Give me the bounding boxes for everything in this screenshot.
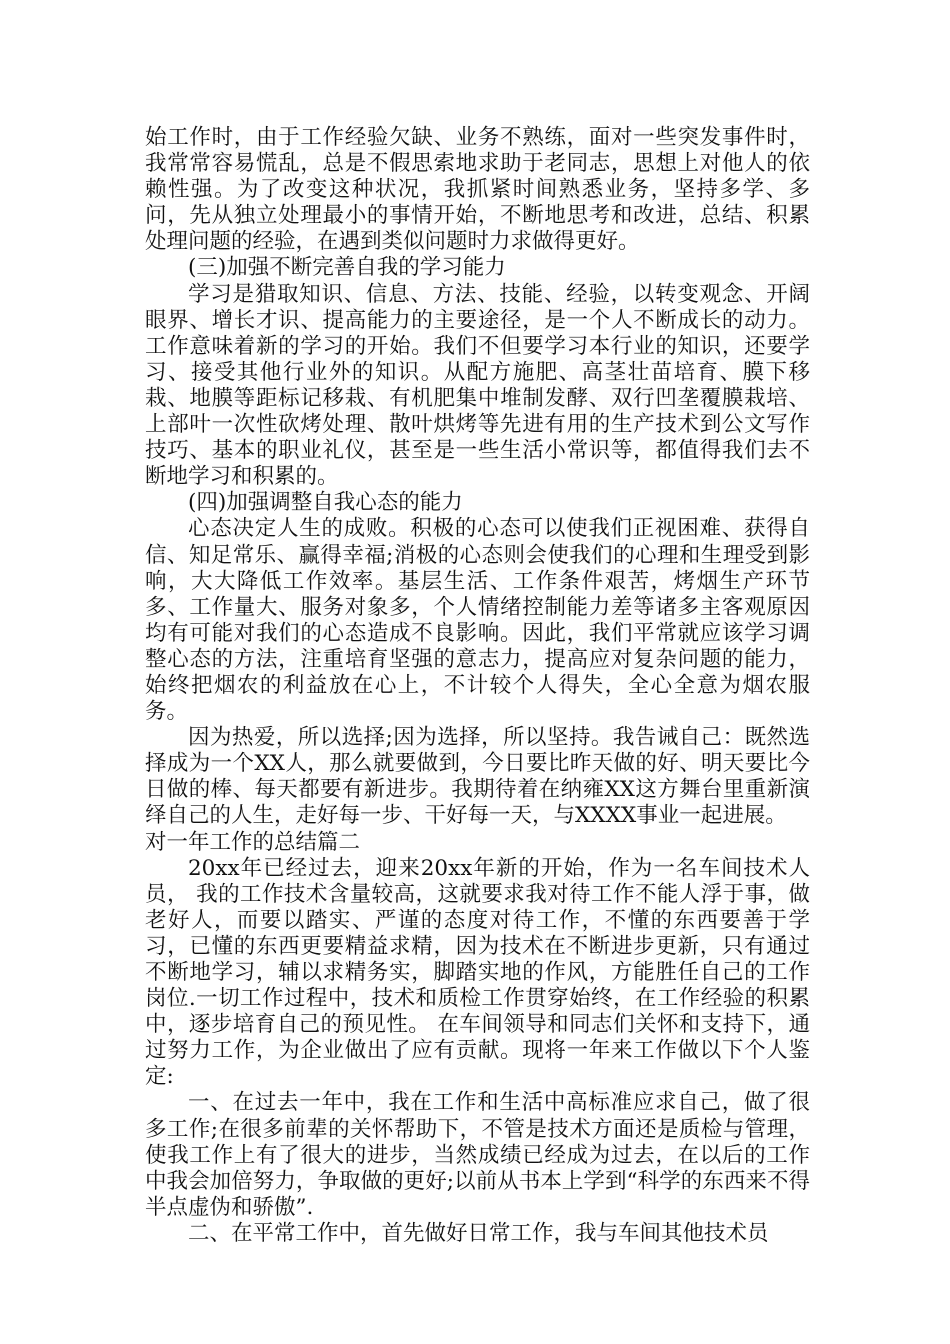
paragraph: 二、在平常工作中，首先做好日常工作，我与车间其他技术员 — [188, 1220, 769, 1246]
paragraph: (四)加强调整自我心态的能力 — [188, 490, 463, 516]
paragraph: 20xx年已经过去，迎来20xx年新的开始，作为一名车间技术人员， 我的工作技术含量较高，这就要求我对待工作不能人浮于事，做老好人，而要以踏实、严谨的态度对待工作，不懂的东西要善于学习，已懂的东西更要精益求精，因为技术在不断进步更新，只有通过不断地学习，辅以求精务实，脚踏实地的作风，方能胜任自己的工作岗位.一切工作过程中，技术和质检工作贯穿始终，在工作经验的积累中，逐步培育自己的预见性。 在车间领导和同志们关怀和支持下，通过努力工作，为企业做出了应有贡献。现将一年来工作做以下个人鉴定: — [145, 855, 810, 1090]
document-body — [145, 125, 810, 1247]
paragraph: 心态决定人生的成败。积极的心态可以使我们正视困难、获得自信、知足常乐、赢得幸福;消极的心态则会使我们的心理和生理受到影响，大大降低工作效率。基层生活、工作条件艰苦，烤烟生产环节多、工作量大、服务对象多，个人情绪控制能力差等诸多主客观原因均有可能对我们的心态造成不良影响。因此，我们平常就应该学习调整心态的方法，注重培育坚强的意志力，提高应对复杂问题的能力，始终把烟农的利益放在心上，不计较个人得失，全心全意为烟农服务。 — [145, 516, 810, 725]
paragraph: 因为热爱，所以选择;因为选择，所以坚持。我告诫自己：既然选择成为一个XX人，那么就要做到，今日要比昨天做的好、明天要比今日做的棒、每天都要有新进步。我期待着在纳雍XX这方舞台里重新演绎自己的人生，走好每一步、干好每一天，与XXXX事业一起进展。 — [145, 725, 810, 829]
paragraph: 学习是猎取知识、信息、方法、技能、经验，以转变观念、开阔眼界、增长才识、提高能力的主要途径，是一个人不断成长的动力。工作意味着新的学习的开始。我们不但要学习本行业的知识，还要学习、接受其他行业外的知识。从配方施肥、高茎壮苗培育、膜下移栽、地膜等距标记移栽、有机肥集中堆制发酵、双行凹垄覆膜栽培、上部叶一次性砍烤处理、散叶烘烤等先进有用的生产技术到公文写作技巧、基本的职业礼仪，甚至是一些生活小常识等，都值得我们去不断地学习和积累的。 — [145, 281, 810, 490]
paragraph: 一、在过去一年中，我在工作和生活中高标准应求自己，做了很多工作;在很多前辈的关怀帮助下，不管是技术方面还是质检与管理，使我工作上有了很大的进步，当然成绩已经成为过去，在以后的工作中我会加倍努力，争取做的更好;以前从书本上学到“科学的东西来不得半点虚伪和骄傲”. — [145, 1090, 810, 1220]
paragraph: (三)加强不断完善自我的学习能力 — [188, 255, 506, 281]
section-heading: 对一年工作的总结篇二 — [145, 829, 361, 855]
paragraph: 始工作时，由于工作经验欠缺、业务不熟练，面对一些突发事件时，我常常容易慌乱，总是不假思索地求助于老同志，思想上对他人的依赖性强。为了改变这种状况，我抓紧时间熟悉业务，坚持多学、多问，先从独立处理最小的事情开始，不断地思考和改进，总结、积累处理问题的经验，在遇到类似问题时力求做得更好。 — [145, 125, 810, 255]
